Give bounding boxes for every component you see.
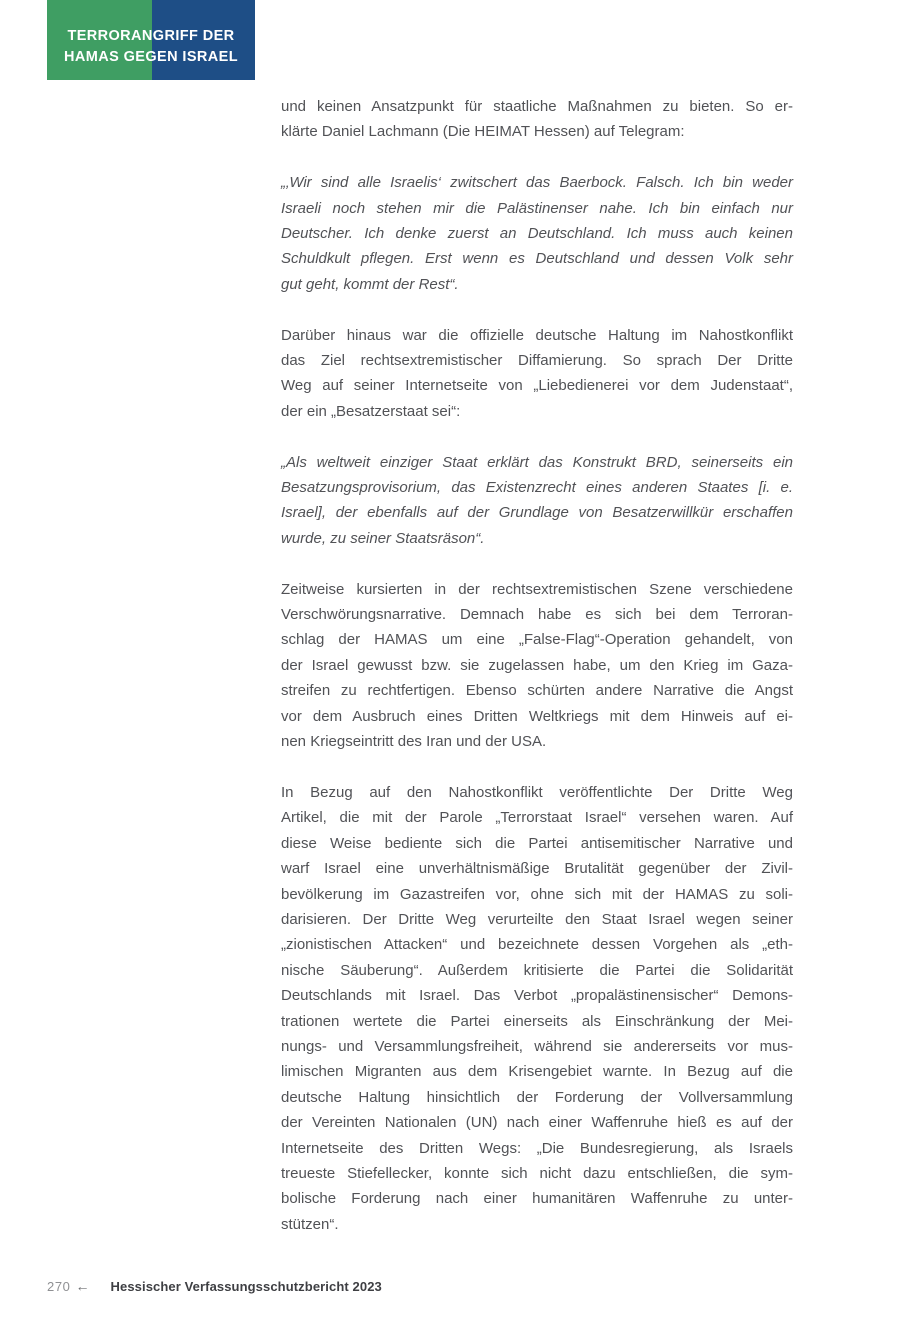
text-line: und keinen Ansatzpunkt für staatliche Maßnahmen zu bieten. So er- <box>281 98 793 115</box>
text-line: deutsche Haltung hinsichtlich der Forderung der Vollversammlung <box>281 1088 793 1106</box>
section-tag-badge <box>47 0 255 80</box>
text-line: nische Säuberung“. Außerdem kritisierte die Partei die Solidarität <box>281 961 793 979</box>
text-line: warf Israel eine unverhältnismäßige Brutalität gegenüber der Zivil- <box>281 860 793 878</box>
text-line: In Bezug auf den Nahostkonflikt veröffentlichte Der Dritte Weg <box>281 783 793 801</box>
paragraph <box>281 577 793 755</box>
text-line: diese Weise bediente sich die Partei antisemitischer Narrative und <box>281 834 793 852</box>
paragraph <box>281 94 793 145</box>
text-line: klärte Daniel Lachmann (Die HEIMAT Hessen) auf Telegram: <box>281 123 685 141</box>
footer-document-title: Hessischer Verfassungsschutzbericht 2023 <box>110 1279 382 1294</box>
page-number: 270 <box>47 1279 71 1294</box>
paragraph <box>281 780 793 1237</box>
quote-paragraph <box>281 170 793 297</box>
text-line: schlag der HAMAS um eine „False-Flag“-Operation gehandelt, von <box>281 631 793 649</box>
text-line: „Als weltweit einziger Staat erklärt das Konstrukt BRD, seinerseits ein <box>281 453 793 471</box>
text-line: Darüber hinaus war die offizielle deutsche Haltung im Nahostkonflikt <box>281 326 793 344</box>
text-line: bolische Forderung nach einer humanitären Waffenruhe zu unter- <box>281 1190 793 1208</box>
body-text-column <box>281 94 793 1237</box>
page-footer <box>47 1277 382 1296</box>
text-line: limischen Migranten aus dem Krisengebiet warnte. In Bezug auf die <box>281 1063 793 1081</box>
text-line: das Ziel rechtsextremistischer Diffamierung. So sprach Der Dritte <box>281 352 793 370</box>
text-line: Artikel, die mit der Parole „Terrorstaat Israel“ versehen waren. Auf <box>281 809 793 827</box>
text-line: Israel], der ebenfalls auf der Grundlage von Besatzerwillkür erschaffen <box>281 504 793 522</box>
text-line: gut geht, kommt der Rest“. <box>281 275 459 293</box>
text-line: treueste Stiefellecker, konnte sich nicht dazu entschließen, die sym- <box>281 1164 793 1182</box>
section-tag-line1: TERRORANGRIFF DER <box>67 27 235 44</box>
back-arrow-icon: ← <box>75 1278 90 1294</box>
text-line: stützen“. <box>281 1215 339 1233</box>
text-line: nungs- und Versammlungsfreiheit, während sie andererseits vor mus- <box>281 1037 793 1055</box>
text-line: Deutscher. Ich denke zuerst an Deutschland. Ich muss auch keinen <box>281 225 793 243</box>
text-line: „zionistischen Attacken“ und bezeichnete dessen Vorgehen als „eth- <box>281 936 793 954</box>
text-line: darisieren. Der Dritte Weg verurteilte den Staat Israel wegen seiner <box>281 910 793 928</box>
text-line: trationen wertete die Partei einerseits als Einschränkung der Mei- <box>281 1012 793 1030</box>
text-line: der Israel gewusst bzw. sie zugelassen habe, um den Krieg im Gaza- <box>281 656 793 674</box>
text-line: nen Kriegseintritt des Iran und der USA. <box>281 733 547 751</box>
text-line: Zeitweise kursierten in der rechtsextremistischen Szene verschiedene <box>281 580 793 598</box>
quote-paragraph <box>281 450 793 552</box>
text-line: Deutschlands mit Israel. Das Verbot „propalästinensischer“ Demons- <box>281 987 793 1005</box>
text-line: Schuldkult pflegen. Erst wenn es Deutschland und dessen Volk sehr <box>281 250 793 268</box>
text-line: vor dem Ausbruch eines Dritten Weltkriegs mit dem Hinweis auf ei- <box>281 707 793 725</box>
text-line: Verschwörungsnarrative. Demnach habe es sich bei dem Terroran- <box>281 606 793 624</box>
text-line: streifen zu rechtfertigen. Ebenso schürten andere Narrative die Angst <box>281 682 793 700</box>
text-line: Internetseite des Dritten Wegs: „Die Bundesregierung, als Israels <box>281 1139 793 1157</box>
text-line: „‚Wir sind alle Israelis‘ zwitschert das Baerbock. Falsch. Ich bin weder <box>281 174 793 192</box>
paragraph <box>281 323 793 425</box>
text-line: Besatzungsprovisorium, das Existenzrecht eines anderen Staates [i. e. <box>281 479 793 497</box>
text-line: bevölkerung im Gazastreifen vor, ohne sich mit der HAMAS zu soli- <box>281 885 793 903</box>
text-line: Israeli noch stehen mir die Palästinenser nahe. Ich bin einfach nur <box>281 199 793 217</box>
section-tag-line2: HAMAS GEGEN ISRAEL <box>64 48 238 65</box>
text-line: der ein „Besatzerstaat sei“: <box>281 402 461 420</box>
text-line: wurde, zu seiner Staatsräson“. <box>281 529 485 547</box>
text-line: Weg auf seiner Internetseite von „Liebedienerei vor dem Judenstaat“, <box>281 377 793 395</box>
text-line: der Vereinten Nationalen (UN) nach einer Waffenruhe hieß es auf der <box>281 1114 793 1132</box>
section-tag-title <box>47 0 255 80</box>
